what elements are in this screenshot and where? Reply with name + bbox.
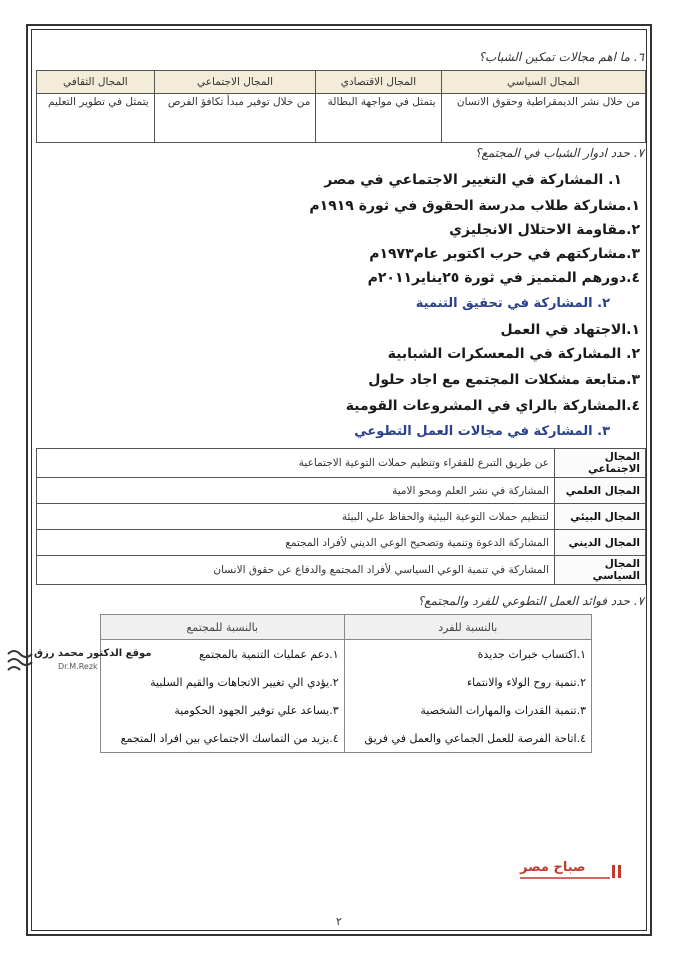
- row-text: لتنظيم حملات التوعية البيئية والحفاظ علي البيئة: [37, 504, 555, 530]
- table-row: [101, 696, 592, 724]
- header-society: بالنسبة للمجتمع: [101, 615, 345, 640]
- cell-political: من خلال نشر الديمقراطية وحقوق الانسان: [441, 94, 645, 143]
- individual-benefit: ٤.اتاحة الفرصة للعمل الجماعي والعمل في فريق: [344, 724, 591, 753]
- section-1-heading: ١. المشاركة في التغيير الاجتماعي في مصر: [324, 172, 622, 188]
- table-row: [37, 530, 646, 556]
- question-number: ٧.: [633, 594, 644, 608]
- list-item: ٢. المشاركة في المعسكرات الشبابية: [387, 346, 640, 362]
- society-benefit: ١.دعم عمليات التنمية بالمجتمع: [198, 647, 339, 661]
- row-label: المجال البيئي: [555, 504, 646, 530]
- table-row: [101, 724, 592, 753]
- row-label: المجال العلمي: [555, 478, 646, 504]
- header-individual: بالنسبة للفرد: [344, 615, 591, 640]
- cell-social: من خلال توفير مبدأ تكافؤ الفرص: [154, 94, 316, 143]
- table-row: [101, 668, 592, 696]
- row-text: المشاركة في تنمية الوعي السياسي لأفراد المجتمع والدفاع عن حقوق الانسان: [37, 556, 555, 585]
- individual-benefit: ١.اكتساب خبرات جديدة: [344, 640, 591, 669]
- table-row: [37, 478, 646, 504]
- section-3-heading-text: ٣. المشاركة في مجالات العمل التطوعي: [354, 424, 610, 439]
- header-cultural: المجال الثقافي: [37, 71, 155, 94]
- header-political: المجال السياسي: [441, 71, 645, 94]
- cell-cultural: يتمثل في تطوير التعليم: [37, 94, 155, 143]
- question-number: ٦.: [633, 50, 644, 64]
- header-social: المجال الاجتماعي: [154, 71, 316, 94]
- footer-logo-text: صباح مصر: [520, 860, 586, 875]
- row-text: المشاركة في نشر العلم ومحو الامية: [37, 478, 555, 504]
- volunteer-fields-table: [36, 448, 646, 585]
- section-2-heading: [416, 296, 610, 311]
- watermark-subtext: Dr.M.Rezk: [58, 662, 98, 671]
- question-8: [418, 594, 644, 608]
- list-item: ٤.المشاركة بالراي في المشروعات القومية: [345, 398, 640, 414]
- list-item: ٣.مشاركتهم في حرب اكتوبر عام١٩٧٣م: [369, 246, 640, 262]
- row-label: المجال الاجتماعي: [555, 449, 646, 478]
- society-benefit: ٤.يزيد من التماسك الاجتماعي بين افراد المتجمع: [120, 731, 339, 745]
- benefits-table: [100, 614, 592, 753]
- list-item: ٣.متابعة مشكلات المجتمع مع اجاد حلول: [368, 372, 640, 388]
- question-7: [475, 146, 644, 160]
- cell-economic: يتمثل في مواجهة البطالة: [316, 94, 441, 143]
- society-benefit: ٢.يؤدي الي تغيير الاتجاهات والقيم السلبية: [150, 675, 339, 689]
- row-text: المشاركة الدعوة وتنمية وتصحيح الوعي الديني لأفراد المجتمع: [37, 530, 555, 556]
- society-benefit: ٣.يساعد علي توفير الجهود الحكومية: [174, 703, 339, 717]
- individual-benefit: ٣.تنمية القدرات والمهارات الشخصية: [344, 696, 591, 724]
- youth-fields-table: [36, 70, 646, 143]
- header-economic: المجال الاقتصادي: [316, 71, 441, 94]
- list-item: ٤.دورهم المتميز في ثورة ٢٥يناير٢٠١١م: [367, 270, 640, 286]
- table-row: [37, 556, 646, 585]
- question-number: ٧.: [633, 146, 644, 160]
- row-label: المجال السياسي: [555, 556, 646, 585]
- list-item: ١.مشاركة طلاب مدرسة الحقوق في ثورة ١٩١٩م: [309, 198, 640, 214]
- row-label: المجال الديني: [555, 530, 646, 556]
- footer-logo: [518, 862, 628, 884]
- section-2-heading-text: ٢. المشاركة في تحقيق التنمية: [415, 296, 610, 311]
- page-number: ٢: [336, 915, 342, 928]
- watermark-logo: [4, 642, 152, 682]
- list-item: ١.الاجتهاد في العمل: [500, 322, 640, 338]
- individual-benefit: ٢.تنمية روح الولاء والانتماء: [344, 668, 591, 696]
- question-6: [479, 50, 644, 64]
- table-row: [101, 640, 592, 669]
- question-title: ما اهم مجالات تمكين الشباب؟: [478, 50, 630, 64]
- table-row: [37, 504, 646, 530]
- list-item: ٢.مقاومة الاحتلال الانجليزي: [449, 222, 640, 238]
- question-title: حدد ادوار الشباب في المجتمع؟: [474, 146, 630, 160]
- section-3-heading: [354, 424, 610, 439]
- row-text: عن طريق التبرع للفقراء وتنظيم حملات التوعية الاجتماعية: [37, 449, 555, 478]
- question-title: حدد فوائد العمل التطوعي للفرد والمجتمع؟: [417, 594, 630, 608]
- table-row: [37, 449, 646, 478]
- watermark-text: موقع الدكتور محمد رزق: [34, 648, 152, 659]
